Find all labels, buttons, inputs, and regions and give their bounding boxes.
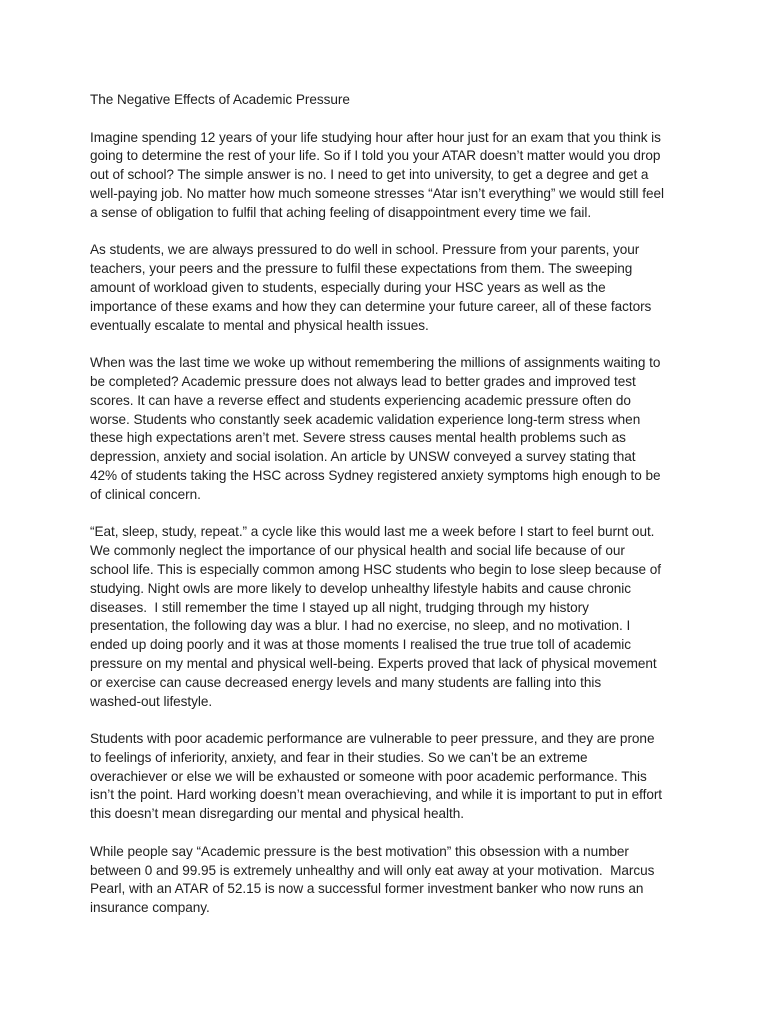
paragraph	[90, 241, 690, 335]
paragraph-line: 42% of students taking the HSC across Sydney registered anxiety symptoms high enough to be	[90, 467, 661, 483]
document-body	[90, 91, 690, 937]
paragraph-line: “Eat, sleep, study, repeat.” a cycle like this would last me a week before I start to feel burnt out.	[90, 524, 655, 540]
paragraph-line: well-paying job. No matter how much someone stresses “Atar isn’t everything” we would still feel	[90, 185, 664, 201]
paragraph-line: We commonly neglect the importance of our physical health and social life because of our	[90, 543, 625, 559]
paragraph-line: of clinical concern.	[90, 486, 201, 502]
paragraph	[90, 354, 690, 504]
paragraph	[90, 523, 690, 711]
paragraph-line: out of school? The simple answer is no. I need to get into university, to get a degree and get a	[90, 167, 649, 183]
paragraph-line: While people say “Academic pressure is the best motivation” this obsession with a number	[90, 843, 629, 859]
paragraph-line: scores. It can have a reverse effect and students experiencing academic pressure often do	[90, 392, 631, 408]
paragraph-line: pressure on my mental and physical well-being. Experts proved that lack of physical movement	[90, 655, 657, 671]
paragraph-line: worse. Students who constantly seek academic validation experience long-term stress when	[90, 411, 641, 427]
paragraph-line: to feelings of inferiority, anxiety, and fear in their studies. So we can’t be an extreme	[90, 749, 588, 765]
paragraph-line: a sense of obligation to fulfil that aching feeling of disappointment every time we fail.	[90, 204, 592, 220]
paragraph	[90, 730, 690, 824]
paragraph-line: studying. Night owls are more likely to develop unhealthy lifestyle habits and cause chronic	[90, 580, 631, 596]
paragraph-line: school life. This is especially common among HSC students who begin to lose sleep because of	[90, 561, 661, 577]
paragraph-line: or exercise can cause decreased energy levels and many students are falling into this	[90, 674, 602, 690]
paragraph-line: As students, we are always pressured to do well in school. Pressure from your parents, your	[90, 242, 640, 258]
paragraph-line: these high expectations aren’t met. Severe stress causes mental health problems such as	[90, 430, 626, 446]
paragraph-line: teachers, your peers and the pressure to fulfil these expectations from them. The sweeping	[90, 261, 633, 277]
paragraph-line: overachiever or else we will be exhausted or someone with poor academic performance. This	[90, 768, 647, 784]
paragraph-line: Students with poor academic performance are vulnerable to peer pressure, and they are prone	[90, 731, 655, 747]
paragraph-line: Pearl, with an ATAR of 52.15 is now a successful former investment banker who now runs an	[90, 881, 644, 897]
paragraph-line: Imagine spending 12 years of your life studying hour after hour just for an exam that you think is	[90, 129, 661, 145]
paragraph-line: eventually escalate to mental and physical health issues.	[90, 317, 429, 333]
paragraph-line: this doesn’t mean disregarding our mental and physical health.	[90, 806, 464, 822]
paragraph	[90, 843, 690, 918]
paragraph-line: isn’t the point. Hard working doesn’t mean overachieving, and while it is important to put in effort	[90, 787, 663, 803]
paragraph-line: When was the last time we woke up without remembering the millions of assignments waiting to	[90, 355, 661, 371]
document-title: The Negative Effects of Academic Pressure	[90, 92, 350, 107]
paragraph-line: going to determine the rest of your life. So if I told you your ATAR doesn’t matter would you drop	[90, 148, 661, 164]
paragraph-line: be completed? Academic pressure does not always lead to better grades and improved test	[90, 373, 636, 389]
paragraph-line: between 0 and 99.95 is extremely unhealthy and will only eat away at your motivation. Marcus	[90, 862, 655, 878]
paragraph-line: diseases. I still remember the time I stayed up all night, trudging through my history	[90, 599, 589, 615]
paragraph-line: ended up doing poorly and it was at those moments I realised the true true toll of academic	[90, 637, 632, 653]
paragraph	[90, 129, 690, 223]
paragraph-line: depression, anxiety and social isolation. An article by UNSW conveyed a survey stating that	[90, 449, 636, 465]
paragraph-line: washed-out lifestyle.	[90, 693, 213, 709]
paragraph-line: importance of these exams and how they can determine your future career, all of these factors	[90, 298, 652, 314]
paragraph-line: presentation, the following day was a blur. I had no exercise, no sleep, and no motivation. I	[90, 618, 631, 634]
paragraph-list	[90, 129, 690, 918]
paragraph-line: amount of workload given to students, especially during your HSC years as well as the	[90, 279, 606, 295]
paragraph-line: insurance company.	[90, 900, 210, 916]
